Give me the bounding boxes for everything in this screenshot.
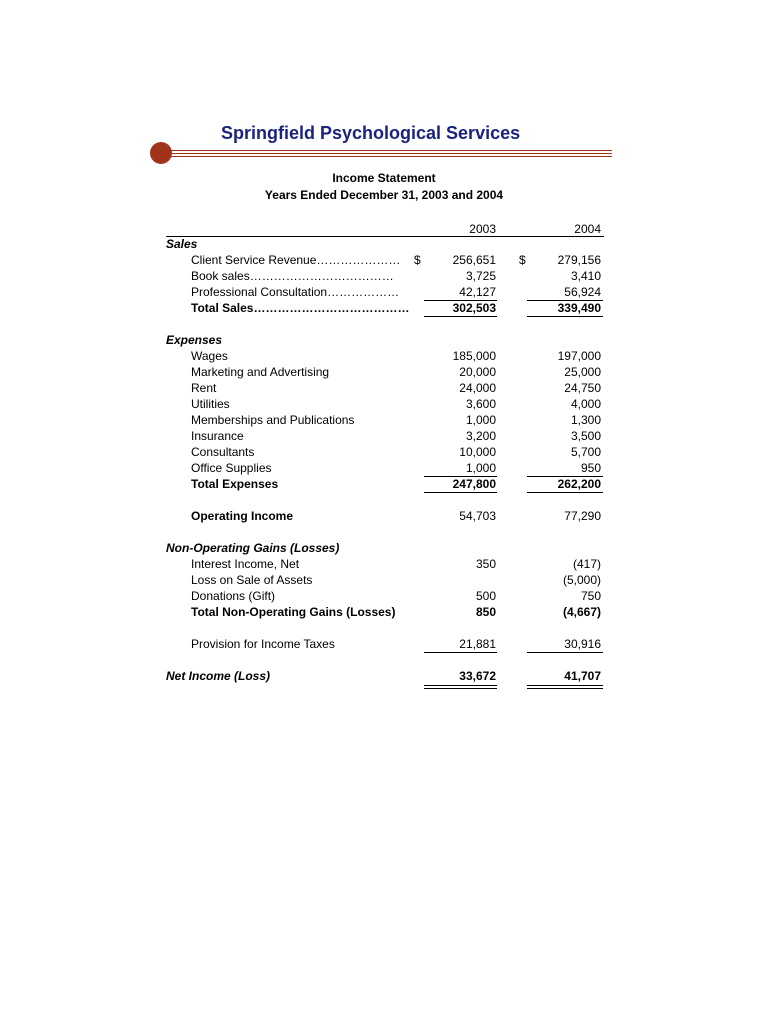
column-header-2004: 2004 <box>574 222 601 236</box>
value-2004: 3,410 <box>570 269 601 283</box>
statement-subheading: Years Ended December 31, 2003 and 2004 <box>264 188 504 202</box>
value-2003: 54,703 <box>459 509 496 523</box>
double-line-bottom-2003 <box>424 688 497 689</box>
total-line-2003 <box>424 316 497 317</box>
net-income-row <box>0 668 768 684</box>
value-2004: 25,000 <box>564 365 601 379</box>
value-2003: 3,600 <box>465 397 496 411</box>
double-line-top-2004 <box>527 685 603 686</box>
section-sales <box>0 236 768 252</box>
value-2003: 42,127 <box>459 285 496 299</box>
double-line-bottom-2004 <box>527 688 603 689</box>
row-label: Total Expenses <box>191 477 279 491</box>
total-line-2004 <box>527 492 603 493</box>
table-row <box>0 284 768 300</box>
table-row <box>0 268 768 284</box>
column-header-2003: 2003 <box>469 222 496 236</box>
value-2004: 77,290 <box>564 509 601 523</box>
table-row <box>0 396 768 412</box>
operating-income-row <box>0 508 768 524</box>
row-label: Loss on Sale of Assets <box>191 573 313 587</box>
table-row <box>0 556 768 572</box>
title-rule-dot <box>150 142 172 164</box>
taxes-line-2003 <box>424 652 497 653</box>
table-row <box>0 460 768 476</box>
section-expenses <box>0 332 768 348</box>
section-label: Expenses <box>166 333 223 347</box>
row-label: Provision for Income Taxes <box>191 637 335 651</box>
dollar-sign: $ <box>414 253 421 267</box>
title-rule-line-middle <box>170 153 612 154</box>
dollar-sign: $ <box>519 253 526 267</box>
row-label: Marketing and Advertising <box>191 365 330 379</box>
total-line-2004 <box>527 316 603 317</box>
table-row <box>0 252 768 268</box>
statement-heading: Income Statement <box>332 171 436 185</box>
value-2003: 256,651 <box>452 253 496 267</box>
table-row <box>0 348 768 364</box>
value-2003: 185,000 <box>452 349 496 363</box>
taxes-row <box>0 636 768 652</box>
row-label: Book sales……………………………… <box>191 269 394 283</box>
value-2004: (4,667) <box>562 605 601 619</box>
section-label: Sales <box>166 237 198 251</box>
company-title: Springfield Psychological Services <box>221 123 521 143</box>
value-2004: 3,500 <box>570 429 601 443</box>
row-label: Office Supplies <box>191 461 272 475</box>
value-2003: 350 <box>475 557 496 571</box>
value-2004: 750 <box>580 589 601 603</box>
row-label: Rent <box>191 381 217 395</box>
table-row <box>0 444 768 460</box>
row-label: Net Income (Loss) <box>166 669 271 683</box>
row-label: Wages <box>191 349 228 363</box>
table-row <box>0 380 768 396</box>
table-row <box>0 572 768 588</box>
table-row <box>0 412 768 428</box>
table-row <box>0 428 768 444</box>
value-2004: 4,000 <box>570 397 601 411</box>
row-label: Memberships and Publications <box>191 413 355 427</box>
value-2004: 30,916 <box>564 637 601 651</box>
value-2004: 339,490 <box>557 301 601 315</box>
title-rule-line-bottom <box>170 156 612 157</box>
row-label: Total Non-Operating Gains (Losses) <box>191 605 396 619</box>
value-2004: 262,200 <box>557 477 601 491</box>
value-2004: 950 <box>580 461 601 475</box>
value-2004: 1,300 <box>570 413 601 427</box>
double-line-top-2003 <box>424 685 497 686</box>
row-label: Client Service Revenue………………… <box>191 253 401 267</box>
total-row <box>0 604 768 620</box>
value-2003: 3,725 <box>465 269 496 283</box>
table-row <box>0 588 768 604</box>
row-label: Total Sales………………………………… <box>191 301 410 315</box>
value-2004: 24,750 <box>564 381 601 395</box>
row-label: Utilities <box>191 397 230 411</box>
row-label: Consultants <box>191 445 255 459</box>
value-2003: 1,000 <box>465 413 496 427</box>
total-row <box>0 476 768 492</box>
value-2003: 3,200 <box>465 429 496 443</box>
value-2003: 850 <box>475 605 496 619</box>
value-2004: 197,000 <box>557 349 601 363</box>
value-2004: 5,700 <box>570 445 601 459</box>
value-2004: 41,707 <box>564 669 601 683</box>
taxes-line-2004 <box>527 652 603 653</box>
value-2003: 247,800 <box>452 477 496 491</box>
row-label: Insurance <box>191 429 244 443</box>
table-row <box>0 364 768 380</box>
section-non-operating <box>0 540 768 556</box>
value-2003: 21,881 <box>459 637 496 651</box>
value-2004: (417) <box>572 557 601 571</box>
row-label: Operating Income <box>191 509 294 523</box>
value-2003: 302,503 <box>452 301 496 315</box>
value-2003: 33,672 <box>459 669 496 683</box>
value-2003: 500 <box>475 589 496 603</box>
row-label: Professional Consultation……………… <box>191 285 400 299</box>
total-row <box>0 300 768 316</box>
value-2004: 279,156 <box>557 253 601 267</box>
value-2004: 56,924 <box>564 285 601 299</box>
title-rule-line-top <box>170 150 612 151</box>
value-2003: 20,000 <box>459 365 496 379</box>
value-2003: 1,000 <box>465 461 496 475</box>
value-2003: 24,000 <box>459 381 496 395</box>
row-label: Interest Income, Net <box>191 557 300 571</box>
value-2003: 10,000 <box>459 445 496 459</box>
row-label: Donations (Gift) <box>191 589 276 603</box>
value-2004: (5,000) <box>562 573 601 587</box>
total-line-2003 <box>424 492 497 493</box>
section-label: Non-Operating Gains (Losses) <box>166 541 340 555</box>
